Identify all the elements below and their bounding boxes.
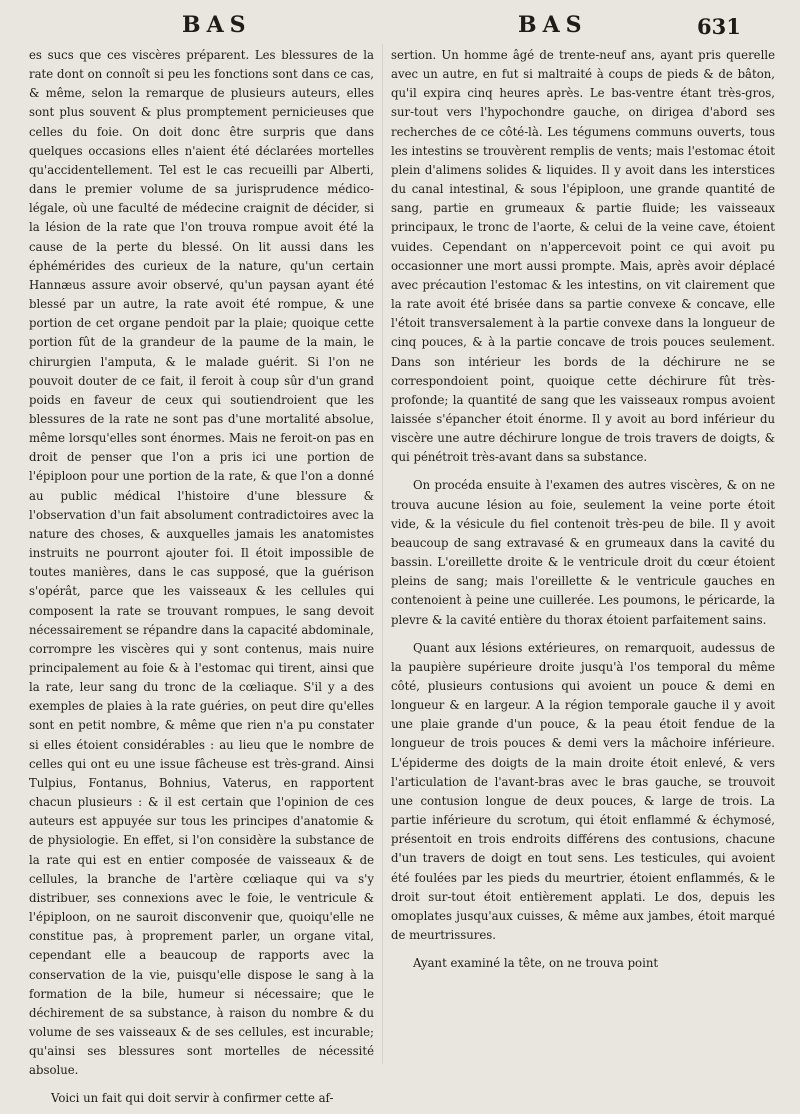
right-column	[391, 46, 775, 973]
left-paragraph-2: Voici un fait qui doit servir à confirmer cette af-	[51, 1091, 334, 1106]
page-number: 631	[697, 14, 741, 39]
right-paragraph-1: sertion. Un homme âgé de trente-neuf ans, ayant pris querelle avec un autre, en fut si maltraité à coups de pieds & de bâton, qu'il expira cinq heures après. Le bas-ventre étant très-gros, sur-tout vers l'hypochondre gauche, on dirigea d'abord ses recherches de ce côté-là. Les tégumens communs ouverts, tous les intestins se trouvèrent remplis de vents; mais l'estomac étoit plein d'alimens solides & liquides. Il y avoit dans les interstices du canal intestinal, & sous l'épiploon, une grande quantité de sang, partie en grumeaux & partie fluide; les vaisseaux principaux, le tronc de l'aorte, & celui de la veine cave, étoient vuides. Cependant on n'appercevoit point ce qui avoit pu occasionner une mort aussi prompte. Mais, après avoir déplacé avec précaution l'estomac & les intestins, on vit clairement que la rate avoit été brisée dans sa partie convexe & concave, elle l'étoit transversalement à la partie convexe dans la longueur de cinq pouces, & à la partie concave de trois pouces seulement. Dans son intérieur les bords de la déchirure ne se correspondoient point, quoique cette déchirure fût très-profonde; la quantité de sang que les vaisseaux rompus avoient laissée s'épancher étoit énorme. Il y avoit au bord inférieur du viscère une autre déchirure longue de trois travers de doigts, & qui pénétroit très-avant dans sa substance.	[391, 48, 775, 465]
right-paragraph-4: Ayant examiné la tête, on ne trouva point	[413, 956, 659, 971]
column-gutter	[382, 44, 383, 1064]
left-column	[29, 46, 374, 1109]
right-paragraph-2: On procéda ensuite à l'examen des autres viscères, & on ne trouva aucune lésion au foie, seulement la veine porte étoit vide, & la vésicule du fiel contenoit très-peu de bile. Il y avoit beaucoup de sang extravasé & en grumeaux dans la cavité du bassin. L'oreillette droite & le ventricule droit du cœur étoient pleins de sang; mais l'oreillette & le ventricule gauches en contenoient à peine une cuillerée. Les poumons, le péricarde, la plevre & la cavité entière du thorax étoient parfaitement sains.	[391, 478, 775, 627]
right-paragraph-3: Quant aux lésions extérieures, on remarquoit, audessus de la paupière supérieure droite jusqu'à l'os temporal du même côté, plusieurs contusions qui avoient un pouce & demi en longueur & en largeur. A la région temporale gauche il y avoit une plaie grande d'un pouce, & la peau étoit fendue de la longueur de trois pouces & demi vers la mâchoire inférieure. L'épiderme des doigts de la main droite étoit enlevé, & vers l'articulation de l'avant-bras avec le bras gauche, se trouvoit une contusion longue de deux pouces, & large de trois. La partie inférieure du scrotum, qui étoit enflammé & échymosé, présentoit en trois endroits différens des contusions, chacune d'un travers de doigt en tout sens. Les testicules, qui avoient été foulées par les pieds du meurtrier, étoient enflammés, & le droit sur-tout étoit entièrement applati. Le dos, depuis les omoplates jusqu'aux cuisses, & même aux jambes, étoit marqué de meurtrissures.	[391, 640, 775, 943]
right-running-title: BAS	[518, 12, 588, 38]
left-running-title: BAS	[182, 12, 252, 38]
running-header	[0, 12, 800, 42]
left-paragraph-1: es sucs que ces viscères préparent. Les blessures de la rate dont on connoît si peu les fonctions sont dans ce cas, & même, selon la remarque de plusieurs auteurs, elles sont plus souvent & plus promptement pernicieuses que celles du foie. On doit donc être surpris que dans quelques occasions elles n'aient été déclarées mortelles qu'accidentellement. Tel est le cas recueilli par Alberti, dans le premier volume de sa jurisprudence médico-légale, où une faculté de médecine craignit de décider, si la lésion de la rate que l'on trouva rompue avoit été la cause de la perte du blessé. On lit aussi dans les éphémérides des curieux de la nature, qu'un certain Hannæus assure avoir observé, qu'un paysan ayant été blessé par un autre, la rate avoit été rompue, & une portion de cet organe pendoit par la plaie; quoique cette portion fût de la grandeur de la paume de la main, le chirurgien l'amputa, & le malade guérit. Si l'on ne pouvoit douter de ce fait, il feroit à coup sûr d'un grand poids en faveur de ceux qui soutiendroient que les blessures de la rate ne sont pas d'une mortalité absolue, même lorsqu'elles sont énormes. Mais ne feroit-on pas en droit de penser que l'on a pris ici une portion de l'épiploon pour une portion de la rate, & que l'on a donné au public médical l'histoire d'une blessure & l'observation d'un fait absolument contradictoires avec la nature des choses, & auxquelles jamais les anatomistes instruits ne pourront ajouter foi. Il étoit impossible de toutes manières, dans le cas supposé, que la guérison s'opérât, parce que les vaisseaux & les cellules qui composent la rate se trouvant rompues, le sang devoit nécessairement se répandre dans la capacité abdominale, corrompre les viscères qui y sont contenus, mais nuire principalement au foie & à l'estomac qui tirent, ainsi que la rate, leur sang du tronc de la cœliaque. S'il y a des exemples de plaies à la rate guéries, on peut dire qu'elles sont en petit nombre, & même que rien n'a pu constater si elles étoient considérables : au lieu que le nombre de celles qui ont eu une issue fâcheuse est très-grand. Ainsi Tulpius, Fontanus, Bohnius, Vaterus, en rapportent chacun plusieurs : & il est certain que l'opinion de ces auteurs est appuyée sur tous les principes d'anatomie & de physiologie. En effet, si l'on considère la substance de la rate qui est en entier composée de vaisseaux & de cellules, la branche de l'artère cœliaque qui va s'y distribuer, ses connexions avec le foie, le ventricule & l'épiploon, on ne sauroit disconvenir que, quoiqu'elle ne constitue pas, à proprement parler, un organe vital, cependant elle a beaucoup de rapports avec la conservation de la vie, puisqu'elle dispose le sang à la formation de la bile, humeur si nécessaire; que le déchirement de sa substance, à raison du nombre & du volume de ses vaisseaux & de ses cellules, est incurable; qu'ainsi ses blessures sont mortelles de nécessité absolue.	[29, 48, 374, 1078]
